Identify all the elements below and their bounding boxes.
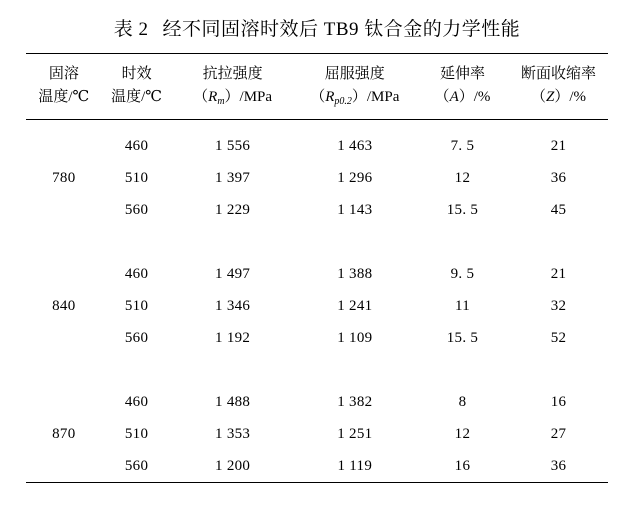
- cell-elongation: 11: [454, 297, 470, 314]
- cell-reduction-of-area: 45: [550, 201, 567, 218]
- cell-elongation: 15. 5: [446, 201, 479, 218]
- cell-tensile-strength: 1 497: [214, 265, 251, 282]
- table-row: [26, 119, 608, 162]
- cell-yield-strength: 1 296: [337, 169, 373, 186]
- group-spacer: [26, 354, 608, 386]
- cell-solution-temperature: [26, 119, 102, 162]
- cell-tensile-strength: 1 397: [214, 169, 251, 186]
- cell-yield-strength: 1 143: [337, 201, 373, 218]
- cell-elongation: 12: [454, 169, 471, 186]
- column-header-aging-temperature: 时效 温度/℃: [102, 54, 172, 120]
- table-row: [26, 322, 608, 354]
- cell-yield-strength: 1 109: [337, 329, 373, 346]
- table-header: [26, 54, 608, 120]
- cell-aging-temperature: 510: [124, 297, 149, 314]
- cell-reduction-of-area: 36: [550, 457, 567, 474]
- table-row: [26, 450, 608, 482]
- cell-aging-temperature: 560: [124, 457, 149, 474]
- cell-reduction-of-area: 27: [550, 425, 567, 442]
- mechanical-properties-table: [26, 53, 608, 482]
- cell-solution-temperature: [26, 322, 102, 354]
- column-header-tensile-strength: 抗拉强度 $(R_m)$/MPa: [171, 54, 293, 120]
- cell-yield-strength: 1 119: [337, 457, 373, 474]
- cell-aging-temperature: 510: [124, 169, 149, 186]
- table-caption-label: 表 2: [113, 19, 149, 40]
- table-body: [26, 119, 608, 482]
- cell-aging-temperature: 460: [124, 265, 149, 282]
- cell-tensile-strength: 1 556: [171, 119, 293, 162]
- cell-yield-strength: 1 251: [337, 425, 373, 442]
- cell-tensile-strength: 1 192: [214, 329, 251, 346]
- table-caption-text: 经不同固溶时效后 TB9 钛合金的力学性能: [162, 19, 521, 40]
- cell-tensile-strength: 1 488: [214, 393, 251, 410]
- cell-reduction-of-area: 36: [550, 169, 567, 186]
- table-row: [26, 258, 608, 290]
- cell-tensile-strength: 1 346: [214, 297, 251, 314]
- table-row: [26, 194, 608, 226]
- column-header-solution-temperature: 固溶 温度/℃: [26, 54, 102, 120]
- cell-tensile-strength: 1 353: [214, 425, 251, 442]
- cell-elongation: 16: [454, 457, 471, 474]
- cell-aging-temperature: 510: [124, 425, 149, 442]
- cell-elongation: 7. 5: [416, 119, 509, 162]
- cell-yield-strength: 1 388: [337, 265, 373, 282]
- cell-yield-strength: 1 241: [337, 297, 373, 314]
- cell-solution-temperature: 870: [52, 425, 76, 442]
- cell-elongation: 15. 5: [446, 329, 479, 346]
- cell-yield-strength: 1 463: [294, 119, 416, 162]
- cell-aging-temperature: 460: [102, 119, 172, 162]
- cell-elongation: 12: [454, 425, 471, 442]
- column-header-yield-strength: 屈服强度 $(R_{p0.2})$/MPa: [294, 54, 416, 120]
- table-row: [26, 386, 608, 418]
- cell-reduction-of-area: 21: [509, 119, 608, 162]
- cell-solution-temperature: [26, 258, 102, 290]
- cell-aging-temperature: 460: [124, 393, 149, 410]
- cell-solution-temperature: [26, 450, 102, 482]
- cell-solution-temperature: 780: [52, 169, 76, 186]
- table-row: [26, 162, 608, 194]
- table-row: [26, 290, 608, 322]
- group-spacer: [26, 226, 608, 258]
- cell-aging-temperature: 560: [124, 329, 149, 346]
- column-header-reduction-of-area: 断面收缩率 （Z）/%: [509, 54, 608, 120]
- table-bottom-rule: [26, 482, 608, 483]
- cell-reduction-of-area: 52: [550, 329, 567, 346]
- cell-elongation: 9. 5: [450, 265, 475, 282]
- cell-solution-temperature: 840: [52, 297, 76, 314]
- table-header-row: [26, 54, 608, 120]
- cell-reduction-of-area: 32: [550, 297, 567, 314]
- cell-solution-temperature: [26, 194, 102, 226]
- cell-tensile-strength: 1 229: [214, 201, 251, 218]
- table-row: [26, 418, 608, 450]
- cell-yield-strength: 1 382: [337, 393, 373, 410]
- column-header-elongation: 延伸率 （A）/%: [416, 54, 509, 120]
- cell-reduction-of-area: 16: [550, 393, 567, 410]
- cell-solution-temperature: [26, 386, 102, 418]
- cell-tensile-strength: 1 200: [214, 457, 251, 474]
- table-caption: [26, 0, 608, 53]
- cell-reduction-of-area: 21: [550, 265, 567, 282]
- cell-aging-temperature: 560: [124, 201, 149, 218]
- cell-elongation: 8: [458, 393, 467, 410]
